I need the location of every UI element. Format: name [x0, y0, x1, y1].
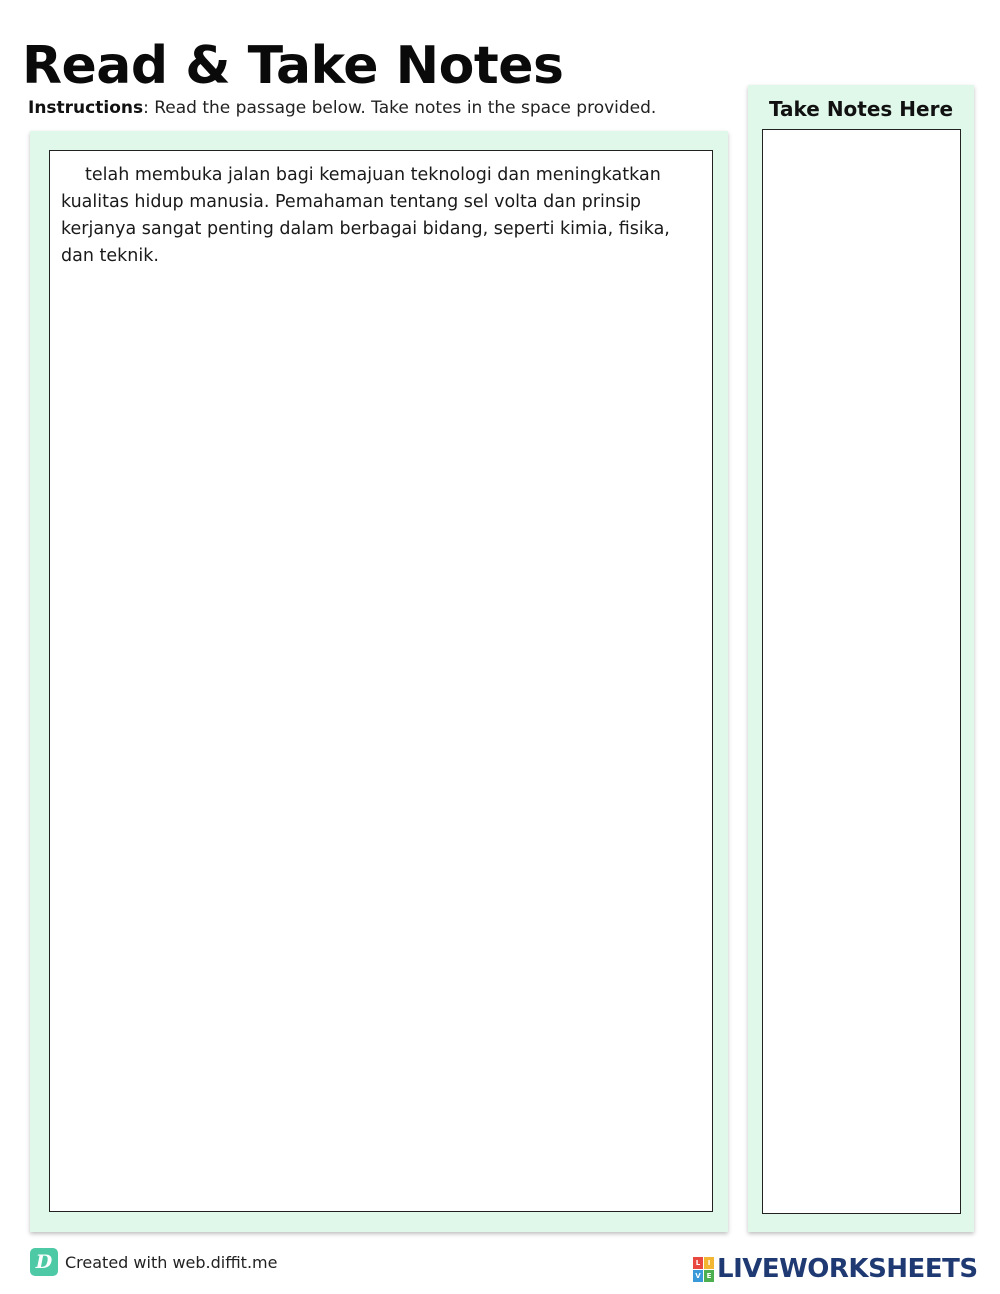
notes-title: Take Notes Here — [768, 97, 954, 121]
grid-letter-e: E — [704, 1270, 714, 1282]
created-with-text: Created with web.diffit.me — [65, 1252, 278, 1272]
page-title: Read & Take Notes — [22, 36, 564, 96]
reading-panel — [30, 131, 728, 1232]
diffit-logo-icon: D — [30, 1248, 58, 1276]
liveworksheets-logo — [693, 1255, 978, 1283]
grid-letter-i: I — [704, 1257, 714, 1269]
grid-letter-l: L — [693, 1257, 703, 1269]
liveworksheets-wordmark: LIVEWORKSHEETS — [717, 1254, 978, 1284]
instructions — [28, 97, 656, 119]
notes-input[interactable] — [762, 129, 961, 1214]
liveworksheets-grid-icon — [693, 1257, 714, 1282]
instructions-label: Instructions — [28, 98, 144, 118]
diffit-credit — [30, 1248, 277, 1276]
passage-text: telah membuka jalan bagi kemajuan teknologi dan meningkatkan kualitas hidup manusia. Pemahaman tentang sel volta dan prinsip kerjanya sangat penting dalam berbagai bidang, seperti kimia, fisika, dan teknik. — [61, 165, 670, 266]
grid-letter-v: V — [693, 1270, 703, 1282]
passage-box — [49, 150, 713, 1212]
instructions-text: : Read the passage below. Take notes in the space provided. — [143, 98, 657, 118]
notes-panel — [748, 85, 974, 1232]
